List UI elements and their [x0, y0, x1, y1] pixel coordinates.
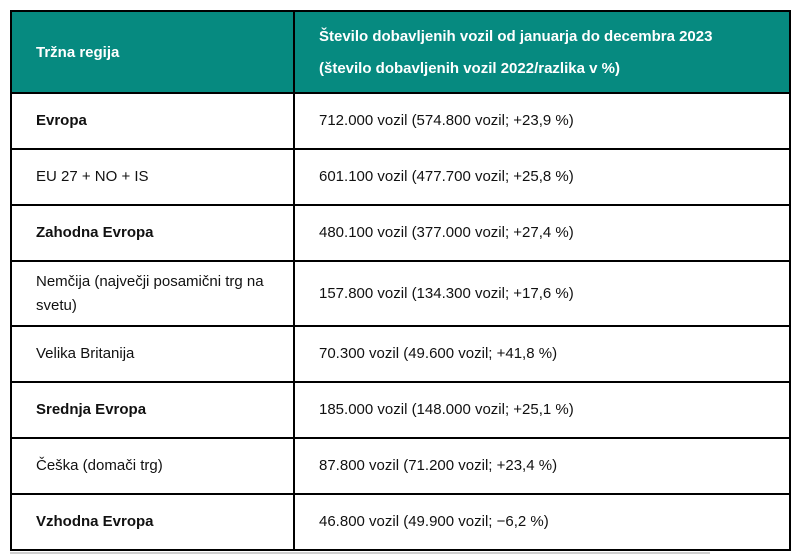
- region-cell: EU 27 + NO + IS: [11, 149, 294, 205]
- table-row: [11, 205, 790, 261]
- table-row: [11, 438, 790, 494]
- header-region-label: Tržna regija: [36, 43, 120, 61]
- region-cell: Zahodna Evropa: [11, 205, 294, 261]
- header-cell-region: [11, 11, 294, 93]
- table-row: [11, 93, 790, 149]
- region-cell: Velika Britanija: [11, 326, 294, 382]
- region-cell: Nemčija (največji posamični trg na svetu): [11, 261, 294, 326]
- value-cell: 185.000 vozil (148.000 vozil; +25,1 %): [294, 382, 790, 438]
- table-row: [11, 326, 790, 382]
- header-cell-values: [294, 11, 790, 93]
- region-cell: Vzhodna Evropa: [11, 494, 294, 550]
- table-row: [11, 149, 790, 205]
- region-cell: Evropa: [11, 93, 294, 149]
- value-cell: 157.800 vozil (134.300 vozil; +17,6 %): [294, 261, 790, 326]
- table-row: [11, 494, 790, 550]
- value-cell: 87.800 vozil (71.200 vozil; +23,4 %): [294, 438, 790, 494]
- region-cell: Češka (domači trg): [11, 438, 294, 494]
- region-cell: Srednja Evropa: [11, 382, 294, 438]
- header-values-line2: (število dobavljenih vozil 2022/razlika v %): [319, 59, 620, 77]
- header-row: [11, 11, 790, 93]
- value-cell: 601.100 vozil (477.700 vozil; +25,8 %): [294, 149, 790, 205]
- deliveries-table: [10, 10, 791, 551]
- value-cell: 712.000 vozil (574.800 vozil; +23,9 %): [294, 93, 790, 149]
- table-row: [11, 261, 790, 326]
- header-values-line1: Število dobavljenih vozil od januarja do decembra 2023: [319, 27, 713, 45]
- table-row: [11, 382, 790, 438]
- value-cell: 70.300 vozil (49.600 vozil; +41,8 %): [294, 326, 790, 382]
- value-cell: 46.800 vozil (49.900 vozil; −6,2 %): [294, 494, 790, 550]
- value-cell: 480.100 vozil (377.000 vozil; +27,4 %): [294, 205, 790, 261]
- bottom-shadow-line: [10, 552, 710, 554]
